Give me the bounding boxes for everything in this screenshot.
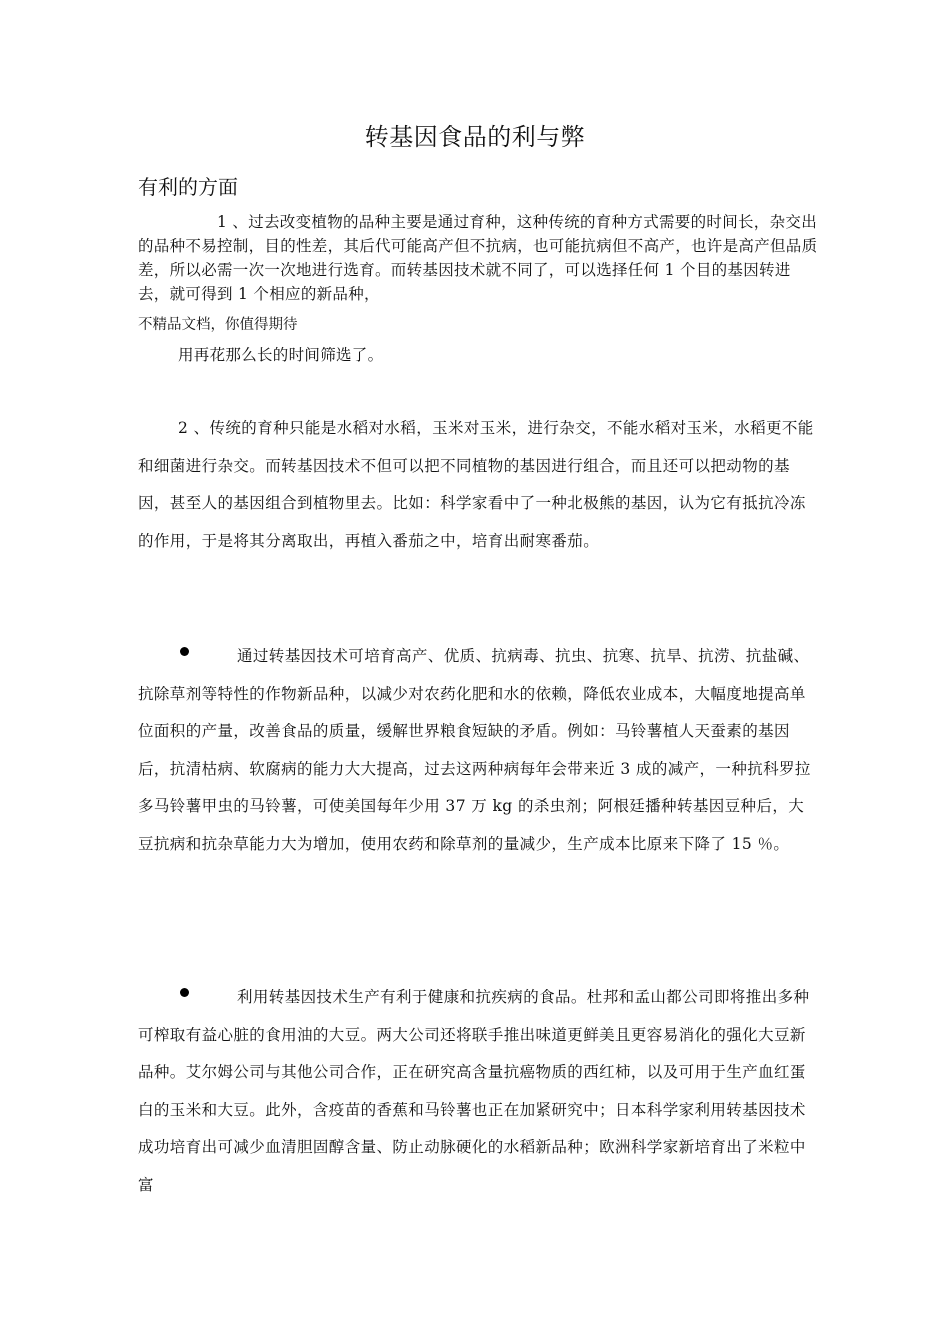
bullet-paragraph-1-text: 通过转基因技术可培育高产、优质、抗病毒、抗虫、抗寒、抗旱、抗涝、抗盐碱、抗除草剂等特性的作物新品种，以减少对农药化肥和水的依赖，降低农业成本，大幅度地提高单位面积的产量，改善食品的质量，缓解世界粮食短缺的矛盾。例如：马铃薯植人天蚕素的基因后，抗清枯病、软腐病的能力大大提高，过去这两种病每年会带来近 3 成的减产，一种抗科罗拉多马铃薯甲虫的马铃薯，可使美国每年少用 37 万 kg 的杀虫剂；阿根廷播种转基因豆种后，大豆抗病和抗杂草能力大为增加，使用农药和除草剂的量减少，生产成本比原来下降了 15 ％。 [138, 647, 811, 853]
bullet-paragraph-2-text: 利用转基因技术生产有利于健康和抗疾病的食品。杜邦和孟山都公司即将推出多种可榨取有益心脏的食用油的大豆。两大公司还将联手推出味道更鲜美且更容易消化的强化大豆新品种。艾尔姆公司与其他公司合作，正在研究高含量抗癌物质的西红柿，以及可用于生产血红蛋白的玉米和大豆。此外，含疫苗的香蕉和马铃薯也正在加紧研究中；日本科学家利用转基因技术成功培育出可减少血清胆固醇含量、防止动脉硬化的水稻新品种；欧洲科学家新培育出了米粒中富 [138, 988, 810, 1194]
paragraph-1-note: 不精品文档，你值得期待 [138, 317, 298, 333]
document-title: 转基因食品的利与弊 [364, 123, 586, 151]
section-heading: 有利的方面 [138, 175, 238, 199]
bullet-icon [180, 647, 189, 656]
bullet-paragraph-2 [138, 979, 818, 1204]
paragraph-1: 1 、过去改变植物的品种主要是通过育种，这种传统的育种方式需要的时间长，杂交出的品种不易控制，目的性差，其后代可能高产但不抗病，也可能抗病但不高产，也许是高产但品质差，所以必需一次一次地进行选育。而转基因技术就不同了，可以选择任何 1 个目的基因转进去，就可得到 1 个相应的新品种， [138, 213, 818, 303]
bullet-icon [180, 988, 189, 997]
paragraph-1-continuation: 用再花那么长的时间筛选了。 [178, 346, 384, 364]
bullet-paragraph-1 [138, 638, 818, 863]
paragraph-2: 2 、传统的育种只能是水稻对水稻，玉米对玉米，进行杂交，不能水稻对玉米，水稻更不能和细菌进行杂交。而转基因技术不但可以把不同植物的基因进行组合，而且还可以把动物的基因，甚至人的基因组合到植物里去。比如：科学家看中了一种北极熊的基因，认为它有抵抗冷冻的作用，于是将其分离取出，再植入番茄之中，培育出耐寒番茄。 [138, 419, 814, 550]
